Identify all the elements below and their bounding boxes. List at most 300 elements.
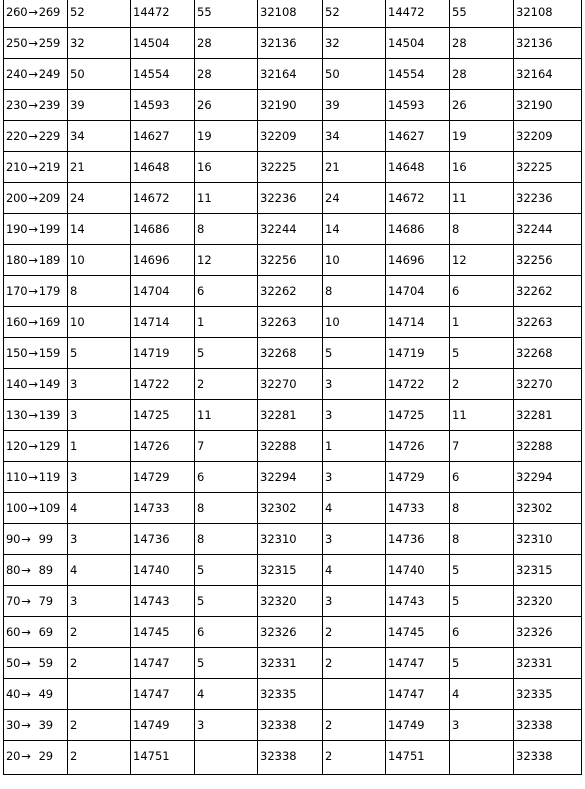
count-d-cell: 6: [450, 462, 514, 493]
count-b-cell: 6: [195, 462, 258, 493]
score-range-cell: [4, 152, 68, 183]
cumulative-a-cell: 14749: [131, 710, 195, 741]
score-range: [6, 222, 65, 236]
count-b-cell: 11: [195, 400, 258, 431]
score-range-cell: [4, 679, 68, 710]
table-row: [4, 648, 582, 679]
right-arrow-icon: →: [21, 563, 31, 577]
cumulative-b-cell: 32225: [258, 152, 323, 183]
right-arrow-icon: →: [21, 532, 31, 546]
cumulative-a-cell: 14726: [131, 431, 195, 462]
count-c-cell: 8: [323, 276, 386, 307]
count-b-cell: 5: [195, 586, 258, 617]
count-a-cell: 10: [68, 307, 131, 338]
cumulative-c-cell: 14704: [386, 276, 450, 307]
range-low: 100: [6, 501, 28, 515]
cumulative-a-cell: 14672: [131, 183, 195, 214]
count-b-cell: 11: [195, 183, 258, 214]
count-b-cell: 5: [195, 555, 258, 586]
cumulative-b-cell: 32244: [258, 214, 323, 245]
count-d-cell: 1: [450, 307, 514, 338]
cumulative-a-cell: 14648: [131, 152, 195, 183]
cumulative-a-cell: 14747: [131, 679, 195, 710]
count-a-cell: 3: [68, 524, 131, 555]
cumulative-d-cell: 32263: [514, 307, 582, 338]
count-c-cell: 3: [323, 462, 386, 493]
count-d-cell: 11: [450, 400, 514, 431]
cumulative-c-cell: 14554: [386, 59, 450, 90]
count-b-cell: 5: [195, 648, 258, 679]
score-range: [6, 377, 65, 391]
score-range: [6, 98, 65, 112]
count-a-cell: 5: [68, 338, 131, 369]
score-range: [6, 718, 65, 732]
score-range: [6, 470, 65, 484]
count-d-cell: 5: [450, 648, 514, 679]
right-arrow-icon: →: [21, 656, 31, 670]
score-range-cell: [4, 28, 68, 59]
range-high: 49: [38, 687, 53, 701]
cumulative-c-cell: 14504: [386, 28, 450, 59]
count-d-cell: 7: [450, 431, 514, 462]
range-high: 79: [38, 594, 53, 608]
range-low: 40: [6, 687, 21, 701]
range-high: 69: [38, 625, 53, 639]
score-range-cell: [4, 0, 68, 28]
cumulative-b-cell: 32136: [258, 28, 323, 59]
cumulative-b-cell: 32256: [258, 245, 323, 276]
count-b-cell: 26: [195, 90, 258, 121]
count-c-cell: 3: [323, 369, 386, 400]
count-a-cell: 10: [68, 245, 131, 276]
count-c-cell: 50: [323, 59, 386, 90]
count-c-cell: 1: [323, 431, 386, 462]
cumulative-c-cell: 14714: [386, 307, 450, 338]
count-c-cell: 2: [323, 710, 386, 741]
cumulative-c-cell: 14725: [386, 400, 450, 431]
score-range-cell: [4, 493, 68, 524]
range-low: 180: [6, 253, 28, 267]
range-low: 170: [6, 284, 28, 298]
range-high: 109: [38, 501, 61, 515]
table-row: [4, 183, 582, 214]
cumulative-b-cell: 32302: [258, 493, 323, 524]
range-low: 160: [6, 315, 28, 329]
right-arrow-icon: →: [21, 749, 31, 763]
count-a-cell: 50: [68, 59, 131, 90]
right-arrow-icon: →: [28, 439, 38, 453]
cumulative-d-cell: 32338: [514, 710, 582, 741]
right-arrow-icon: →: [28, 315, 38, 329]
count-a-cell: 2: [68, 617, 131, 648]
cumulative-c-cell: 14472: [386, 0, 450, 28]
range-low: 120: [6, 439, 28, 453]
count-d-cell: 8: [450, 524, 514, 555]
count-c-cell: 14: [323, 214, 386, 245]
table-row: [4, 338, 582, 369]
count-a-cell: 1: [68, 431, 131, 462]
count-a-cell: 34: [68, 121, 131, 152]
score-range-cell: [4, 276, 68, 307]
cumulative-d-cell: 32256: [514, 245, 582, 276]
cumulative-d-cell: 32244: [514, 214, 582, 245]
range-low: 150: [6, 346, 28, 360]
right-arrow-icon: →: [28, 346, 38, 360]
cumulative-c-cell: 14719: [386, 338, 450, 369]
count-c-cell: 34: [323, 121, 386, 152]
count-c-cell: 3: [323, 400, 386, 431]
table-row: [4, 307, 582, 338]
score-range: [6, 439, 65, 453]
cumulative-a-cell: 14725: [131, 400, 195, 431]
cumulative-c-cell: 14686: [386, 214, 450, 245]
range-high: 239: [38, 98, 61, 112]
cumulative-d-cell: 32209: [514, 121, 582, 152]
range-low: 130: [6, 408, 28, 422]
count-a-cell: 3: [68, 400, 131, 431]
range-high: 119: [38, 470, 61, 484]
cumulative-b-cell: 32315: [258, 555, 323, 586]
cumulative-c-cell: 14696: [386, 245, 450, 276]
cumulative-d-cell: 32190: [514, 90, 582, 121]
count-c-cell: 32: [323, 28, 386, 59]
table-row: [4, 493, 582, 524]
count-d-cell: 6: [450, 276, 514, 307]
cumulative-c-cell: 14743: [386, 586, 450, 617]
count-c-cell: 4: [323, 493, 386, 524]
score-range: [6, 67, 65, 81]
table-row: [4, 214, 582, 245]
cumulative-b-cell: 32331: [258, 648, 323, 679]
range-low: 190: [6, 222, 28, 236]
range-low: 90: [6, 532, 21, 546]
score-range: [6, 625, 65, 639]
cumulative-b-cell: 32108: [258, 0, 323, 28]
score-range: [6, 501, 65, 515]
cumulative-b-cell: 32326: [258, 617, 323, 648]
range-low: 80: [6, 563, 21, 577]
count-c-cell: 2: [323, 648, 386, 679]
score-range: [6, 594, 65, 608]
count-d-cell: 28: [450, 28, 514, 59]
cumulative-b-cell: 32310: [258, 524, 323, 555]
range-low: 30: [6, 718, 21, 732]
cumulative-b-cell: 32294: [258, 462, 323, 493]
range-low: 20: [6, 749, 21, 763]
score-range-cell: [4, 214, 68, 245]
count-a-cell: 3: [68, 369, 131, 400]
count-a-cell: 3: [68, 462, 131, 493]
score-range-cell: [4, 400, 68, 431]
cumulative-a-cell: 14745: [131, 617, 195, 648]
table-row: [4, 617, 582, 648]
count-a-cell: 3: [68, 586, 131, 617]
cumulative-b-cell: 32338: [258, 741, 323, 775]
cumulative-d-cell: 32331: [514, 648, 582, 679]
score-range: [6, 749, 65, 763]
score-range-cell: [4, 245, 68, 276]
cumulative-b-cell: 32190: [258, 90, 323, 121]
table-row: [4, 121, 582, 152]
table-row: [4, 0, 582, 28]
count-a-cell: 2: [68, 741, 131, 775]
count-d-cell: 19: [450, 121, 514, 152]
range-high: 189: [38, 253, 61, 267]
range-low: 50: [6, 656, 21, 670]
score-range: [6, 687, 65, 701]
count-c-cell: 4: [323, 555, 386, 586]
cumulative-a-cell: 14472: [131, 0, 195, 28]
range-low: 260: [6, 5, 28, 19]
cumulative-c-cell: 14749: [386, 710, 450, 741]
count-b-cell: 28: [195, 59, 258, 90]
cumulative-a-cell: 14704: [131, 276, 195, 307]
count-c-cell: 2: [323, 617, 386, 648]
count-c-cell: 39: [323, 90, 386, 121]
cumulative-a-cell: 14751: [131, 741, 195, 775]
right-arrow-icon: →: [28, 160, 38, 174]
cumulative-d-cell: 32338: [514, 741, 582, 775]
count-b-cell: 7: [195, 431, 258, 462]
count-b-cell: 6: [195, 276, 258, 307]
count-c-cell: 52: [323, 0, 386, 28]
count-b-cell: 3: [195, 710, 258, 741]
score-range-cell: [4, 741, 68, 775]
range-low: 230: [6, 98, 28, 112]
range-low: 70: [6, 594, 21, 608]
cumulative-c-cell: 14736: [386, 524, 450, 555]
right-arrow-icon: →: [28, 377, 38, 391]
count-d-cell: 5: [450, 555, 514, 586]
range-high: 139: [38, 408, 61, 422]
count-a-cell: 52: [68, 0, 131, 28]
count-a-cell: 2: [68, 648, 131, 679]
range-high: 129: [38, 439, 61, 453]
count-d-cell: 26: [450, 90, 514, 121]
cumulative-a-cell: 14743: [131, 586, 195, 617]
score-range-cell: [4, 90, 68, 121]
cumulative-c-cell: 14729: [386, 462, 450, 493]
cumulative-d-cell: 32335: [514, 679, 582, 710]
score-range: [6, 532, 65, 546]
cumulative-a-cell: 14719: [131, 338, 195, 369]
cumulative-c-cell: 14751: [386, 741, 450, 775]
count-c-cell: 21: [323, 152, 386, 183]
range-high: 249: [38, 67, 61, 81]
right-arrow-icon: →: [28, 98, 38, 112]
table-row: [4, 59, 582, 90]
score-range-cell: [4, 431, 68, 462]
range-high: 259: [38, 36, 61, 50]
cumulative-b-cell: 32270: [258, 369, 323, 400]
score-range-cell: [4, 555, 68, 586]
cumulative-d-cell: 32225: [514, 152, 582, 183]
cumulative-a-cell: 14733: [131, 493, 195, 524]
score-range-cell: [4, 338, 68, 369]
table-row: [4, 90, 582, 121]
cumulative-d-cell: 32281: [514, 400, 582, 431]
cumulative-c-cell: 14672: [386, 183, 450, 214]
cumulative-d-cell: 32310: [514, 524, 582, 555]
range-high: 179: [38, 284, 61, 298]
right-arrow-icon: →: [21, 718, 31, 732]
right-arrow-icon: →: [21, 594, 31, 608]
score-range: [6, 284, 65, 298]
cumulative-d-cell: 32136: [514, 28, 582, 59]
count-c-cell: 10: [323, 245, 386, 276]
score-range-cell: [4, 462, 68, 493]
range-high: 219: [38, 160, 61, 174]
count-c-cell: 24: [323, 183, 386, 214]
table-row: [4, 679, 582, 710]
table-row: [4, 400, 582, 431]
cumulative-b-cell: 32320: [258, 586, 323, 617]
cumulative-c-cell: 14733: [386, 493, 450, 524]
count-d-cell: 6: [450, 617, 514, 648]
count-d-cell: 11: [450, 183, 514, 214]
count-a-cell: 8: [68, 276, 131, 307]
range-high: 209: [38, 191, 61, 205]
count-d-cell: 8: [450, 214, 514, 245]
right-arrow-icon: →: [28, 470, 38, 484]
score-range-cell: [4, 710, 68, 741]
range-high: 99: [38, 532, 53, 546]
cumulative-c-cell: 14648: [386, 152, 450, 183]
score-range: [6, 656, 65, 670]
score-range-cell: [4, 121, 68, 152]
range-low: 220: [6, 129, 28, 143]
range-low: 60: [6, 625, 21, 639]
count-a-cell: 2: [68, 710, 131, 741]
cumulative-a-cell: 14714: [131, 307, 195, 338]
right-arrow-icon: →: [28, 222, 38, 236]
table-row: [4, 28, 582, 59]
count-d-cell: [450, 741, 514, 775]
range-high: 59: [38, 656, 53, 670]
score-range: [6, 36, 65, 50]
table-row: [4, 524, 582, 555]
right-arrow-icon: →: [28, 129, 38, 143]
cumulative-c-cell: 14722: [386, 369, 450, 400]
cumulative-d-cell: 32288: [514, 431, 582, 462]
right-arrow-icon: →: [28, 253, 38, 267]
cumulative-d-cell: 32302: [514, 493, 582, 524]
cumulative-c-cell: 14747: [386, 679, 450, 710]
range-high: 39: [38, 718, 53, 732]
cumulative-b-cell: 32209: [258, 121, 323, 152]
cumulative-b-cell: 32236: [258, 183, 323, 214]
right-arrow-icon: →: [28, 284, 38, 298]
right-arrow-icon: →: [28, 67, 38, 81]
right-arrow-icon: →: [28, 408, 38, 422]
cumulative-a-cell: 14740: [131, 555, 195, 586]
cumulative-a-cell: 14554: [131, 59, 195, 90]
range-low: 210: [6, 160, 28, 174]
range-high: 29: [38, 749, 53, 763]
cumulative-b-cell: 32164: [258, 59, 323, 90]
table-row: [4, 710, 582, 741]
count-d-cell: 12: [450, 245, 514, 276]
count-b-cell: 8: [195, 524, 258, 555]
cumulative-a-cell: 14747: [131, 648, 195, 679]
score-range-cell: [4, 183, 68, 214]
right-arrow-icon: →: [21, 687, 31, 701]
score-range-cell: [4, 59, 68, 90]
cumulative-c-cell: 14726: [386, 431, 450, 462]
table-row: [4, 431, 582, 462]
score-range: [6, 191, 65, 205]
table-row: [4, 586, 582, 617]
cumulative-c-cell: 14593: [386, 90, 450, 121]
cumulative-b-cell: 32335: [258, 679, 323, 710]
range-low: 250: [6, 36, 28, 50]
cumulative-d-cell: 32320: [514, 586, 582, 617]
count-a-cell: 4: [68, 493, 131, 524]
score-range: [6, 408, 65, 422]
cumulative-b-cell: 32281: [258, 400, 323, 431]
count-d-cell: 16: [450, 152, 514, 183]
table-row: [4, 555, 582, 586]
count-d-cell: 4: [450, 679, 514, 710]
count-b-cell: 19: [195, 121, 258, 152]
cumulative-d-cell: 32294: [514, 462, 582, 493]
range-low: 240: [6, 67, 28, 81]
right-arrow-icon: →: [28, 501, 38, 515]
cumulative-a-cell: 14722: [131, 369, 195, 400]
cumulative-d-cell: 32262: [514, 276, 582, 307]
table-row: [4, 462, 582, 493]
cumulative-d-cell: 32164: [514, 59, 582, 90]
count-a-cell: 24: [68, 183, 131, 214]
cumulative-a-cell: 14627: [131, 121, 195, 152]
count-b-cell: 55: [195, 0, 258, 28]
cumulative-b-cell: 32262: [258, 276, 323, 307]
count-d-cell: 55: [450, 0, 514, 28]
count-d-cell: 5: [450, 586, 514, 617]
count-b-cell: 28: [195, 28, 258, 59]
cumulative-b-cell: 32288: [258, 431, 323, 462]
score-range-cell: [4, 648, 68, 679]
table-body: [4, 0, 582, 775]
score-range: [6, 346, 65, 360]
count-b-cell: 12: [195, 245, 258, 276]
count-b-cell: 4: [195, 679, 258, 710]
count-c-cell: [323, 679, 386, 710]
count-b-cell: 6: [195, 617, 258, 648]
score-range: [6, 5, 65, 19]
score-range: [6, 315, 65, 329]
right-arrow-icon: →: [21, 625, 31, 639]
count-a-cell: 4: [68, 555, 131, 586]
count-b-cell: 8: [195, 214, 258, 245]
cumulative-d-cell: 32268: [514, 338, 582, 369]
cumulative-b-cell: 32268: [258, 338, 323, 369]
count-a-cell: 14: [68, 214, 131, 245]
score-range: [6, 160, 65, 174]
cumulative-b-cell: 32263: [258, 307, 323, 338]
cumulative-c-cell: 14740: [386, 555, 450, 586]
range-high: 89: [38, 563, 53, 577]
range-high: 169: [38, 315, 61, 329]
table-row: [4, 741, 582, 775]
right-arrow-icon: →: [28, 36, 38, 50]
cumulative-d-cell: 32326: [514, 617, 582, 648]
cumulative-a-cell: 14729: [131, 462, 195, 493]
table-row: [4, 245, 582, 276]
cumulative-a-cell: 14696: [131, 245, 195, 276]
range-high: 149: [38, 377, 61, 391]
score-range: [6, 563, 65, 577]
